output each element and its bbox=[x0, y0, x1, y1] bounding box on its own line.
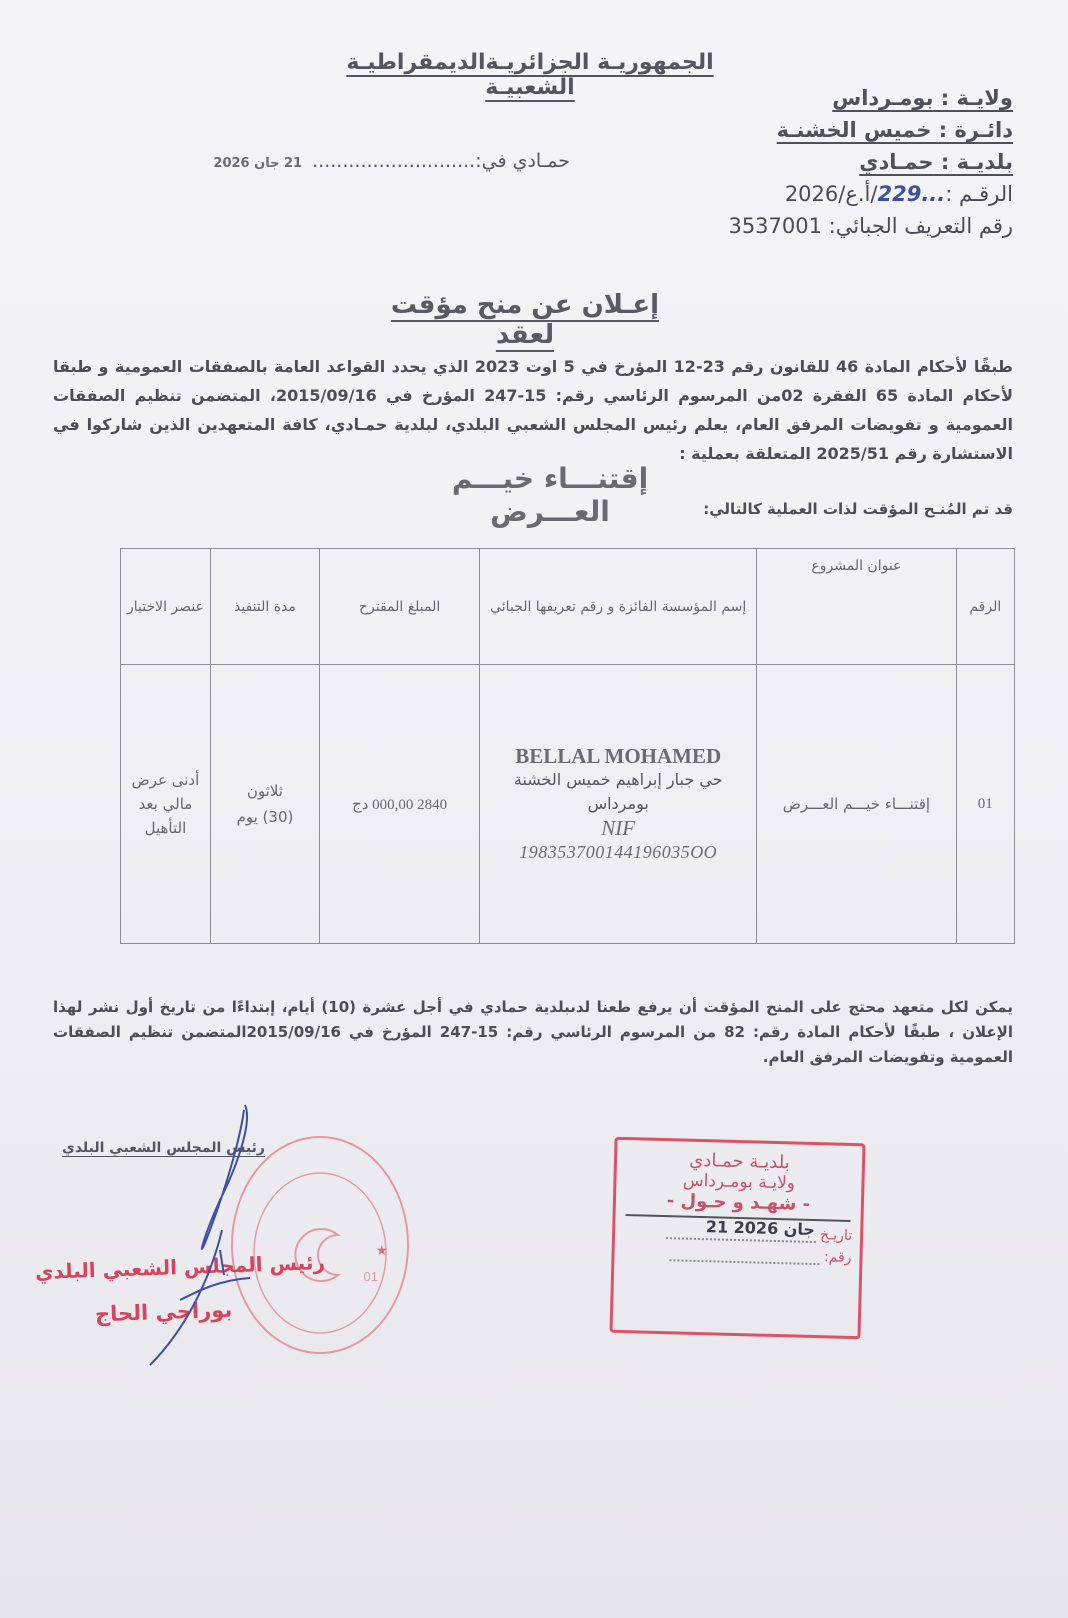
grant-line: قد تم المُنـح المؤقت لذات العملية كالتالي: bbox=[703, 500, 1013, 518]
company-nif-number: 198353700144196035OO bbox=[519, 842, 718, 862]
cell-duration bbox=[210, 665, 319, 944]
reference-suffix: /أ.ع/2026 bbox=[784, 182, 878, 206]
duration-days: (30) يوم bbox=[236, 808, 294, 826]
wilaya-label: ولايـة bbox=[956, 86, 1013, 110]
registry-stamp-wilaya: ولايـة بومـرداس bbox=[682, 1170, 796, 1194]
cell-number: 01 bbox=[956, 665, 1014, 944]
reference-line bbox=[728, 178, 1013, 210]
commune-value: حمـادي bbox=[859, 150, 934, 174]
mayor-stamp-title: رئيس المجلس الشعبي البلدي bbox=[34, 1249, 326, 1285]
header-duration: مدة التنفيذ bbox=[210, 549, 319, 665]
header-number: الرقم bbox=[956, 549, 1014, 665]
wilaya-value: بومـرداس bbox=[832, 86, 934, 110]
tax-id-line bbox=[728, 210, 1013, 242]
star-icon: ★ bbox=[375, 1243, 388, 1259]
cell-amount: 2840 000,00 دج bbox=[320, 665, 480, 944]
handwritten-signature bbox=[140, 1100, 260, 1370]
cell-project: إقتنـــاء خيـــم العـــرض bbox=[757, 665, 956, 944]
header-project: عنوان المشروع bbox=[757, 549, 956, 665]
commune-label: بلديـة bbox=[956, 150, 1013, 174]
registry-stamp-date-label: تاريـخ bbox=[819, 1227, 853, 1244]
registry-date-dots bbox=[666, 1217, 816, 1243]
registry-stamp-certified: - شهـد و حـول - bbox=[626, 1189, 852, 1222]
document-title: إعـلان عن منح مؤقت لعقد bbox=[390, 290, 660, 350]
header-criterion: عنصر الاختيار bbox=[121, 549, 211, 665]
registry-stamp-date-row bbox=[615, 1217, 860, 1244]
tax-id-label: رقم التعريف الجبائي: bbox=[828, 214, 1013, 238]
table-header-row bbox=[121, 549, 1015, 665]
company-address-1: حي جبار إبراهيم خميس الخشنة bbox=[513, 770, 723, 789]
header-company: إسم المؤسسة الفائزة و رقم تعريفها الجبائي bbox=[480, 549, 757, 665]
reference-label: الرقـم : bbox=[945, 182, 1013, 206]
reference-handwritten-number: ...229 bbox=[877, 182, 946, 206]
registry-stamp-commune: بلديـة حمـادي bbox=[689, 1149, 790, 1174]
daira-label: دائـرة bbox=[954, 118, 1013, 142]
table-row bbox=[121, 665, 1015, 944]
registry-stamp bbox=[609, 1137, 865, 1340]
place-date bbox=[213, 150, 570, 172]
company-nif-label: NIF bbox=[601, 816, 636, 840]
project-title: إقتنـــاء خيـــم العـــرض bbox=[451, 462, 649, 528]
company-name: BELLAL MOHAMED bbox=[515, 744, 722, 768]
commune-line: بلديـة : حمـادي bbox=[859, 150, 1013, 174]
admin-block bbox=[728, 82, 1013, 242]
intro-paragraph: طبقًا لأحكام المادة 46 للقانون رقم 23-12 المؤرخ في 5 اوت 2023 الذي يحدد القواعد العامة بالصفقات العمومية و طبقا لأحكام المادة 65 الفقرة 02من المرسوم الرئاسي رقم: 15-247 المؤرخ في 2015/09/16، المتضمن تنظيم الصفقات العمومية و تفويضات المرفق العام، يعلم رئيس المجلس الشعبي البلدي، لبلدية حمـادي، كافة المتعهدين الذين شاركوا في الاستشارة رقم 2025/51 المتعلقة بعملية : bbox=[53, 357, 1014, 463]
republic-header: الجمهوريـة الجزائريـةالديمقراطيـة الشعبيـة bbox=[346, 50, 714, 100]
place-date-label: حمـادي في:........................... bbox=[312, 150, 570, 172]
award-table bbox=[120, 548, 1015, 944]
signatory-title: رئيس المجلس الشعبي البلدي bbox=[62, 1140, 265, 1156]
registry-number-dots bbox=[669, 1259, 819, 1265]
registry-stamp-date-value: 21 جان 2026 bbox=[705, 1217, 816, 1240]
daira-value: خميس الخشنـة bbox=[776, 118, 932, 142]
wilaya-line: ولايـة : بومـرداس bbox=[832, 86, 1013, 110]
header-amount: المبلغ المقترح bbox=[320, 549, 480, 665]
duration-words: ثلاثون bbox=[246, 782, 283, 800]
seal-number: 01 bbox=[363, 1269, 378, 1284]
daira-line: دائـرة : خميس الخشنـة bbox=[776, 118, 1013, 142]
date-stamp: 21 جان 2026 bbox=[213, 156, 303, 171]
tax-id-value: 3537001 bbox=[728, 214, 822, 238]
company-address-2: بومرداس bbox=[587, 794, 649, 813]
appeal-paragraph: يمكن لكل متعهد محتج على المنح المؤقت أن يرفع طعنا لدىبلدية حمادي في أجل عشرة (10) أيام، إبتداءًا من تاريخ أول نشر لهذا الإعلان ، طبقًا لأحكام المادة رقم: 82 من المرسوم الرئاسي رقم: 15-247 المؤرخ في 2015/09/16المتضمن تنظيم الصفقات العمومية وتفويضات المرفق العام. bbox=[53, 998, 1013, 1066]
mayor-stamp-name: بوراحي الحاج bbox=[94, 1297, 233, 1327]
cell-criterion: أدنى عرض مالي بعد التأهيل bbox=[121, 665, 211, 944]
cell-company bbox=[480, 665, 757, 944]
registry-stamp-number-label: رقم: bbox=[823, 1249, 852, 1266]
registry-stamp-number-row bbox=[614, 1244, 859, 1266]
